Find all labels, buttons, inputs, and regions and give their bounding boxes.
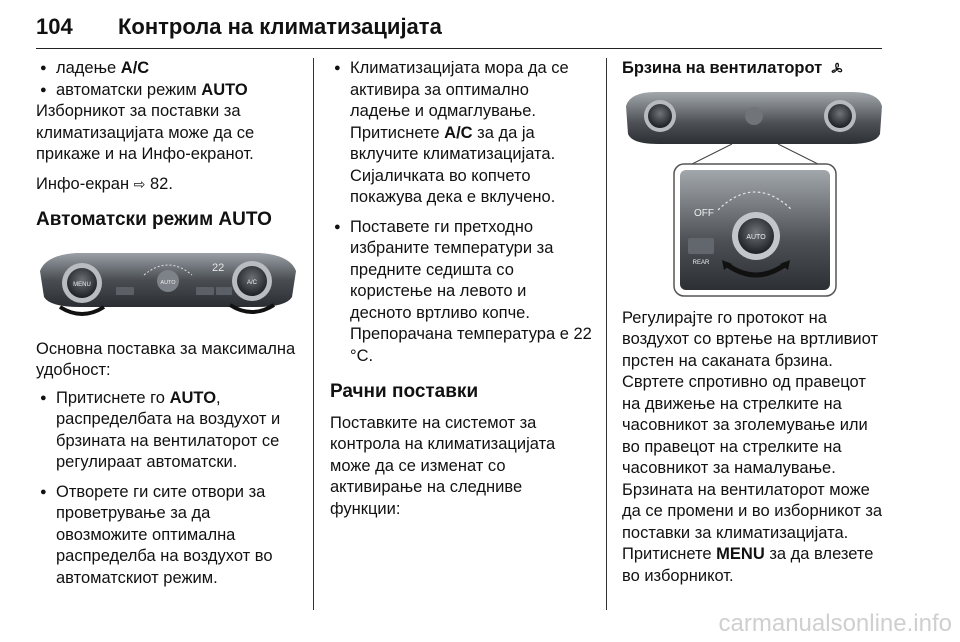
fan-icon xyxy=(828,61,846,77)
info-screen-reference: Инфо-екран ⇨ 82. xyxy=(36,174,173,193)
svg-text:AUTO: AUTO xyxy=(160,279,176,286)
fan-control-illustration xyxy=(622,88,886,300)
list-item-press-auto: ● Притиснете го AUTO, распределбата на воздухот и брзината на вентилаторот се регулираат автоматски. xyxy=(36,388,300,474)
svg-text:AUTO: AUTO xyxy=(746,233,766,241)
climate-panel-figure xyxy=(36,241,300,329)
heading-manual-settings: Рачни поставки xyxy=(330,381,479,402)
heading-fan-speed: Брзина на вентилаторот xyxy=(622,58,886,80)
column-divider-2 xyxy=(606,58,607,610)
list-item-cooling: ● ладење A/C xyxy=(36,58,300,80)
climate-panel-illustration xyxy=(36,241,300,325)
svg-text:REAR: REAR xyxy=(692,259,710,266)
auto-steps-list xyxy=(36,388,300,590)
list-item-optimal-cooling: ● Климатизацијата мора да се активира за оптимално ладење и одмаглување. Притиснете A/C за да ја вклучите климатизацијата. Сијаличката во копчето покажува дека е вклучено. xyxy=(330,58,592,209)
menu-paragraph: Изборникот за поставки за климатизацијата може да се прикаже и на Инфо-екранот. xyxy=(36,102,255,163)
page-number: 104 xyxy=(36,14,73,39)
basic-setting-paragraph: Основна поставка за максимална удобност: xyxy=(36,339,296,379)
manual-settings-paragraph: Поставките на системот за контрола на климатизацијата може да се изменат со активирање на следниве функции: xyxy=(330,413,556,518)
column-1 xyxy=(36,58,300,589)
left-rotate-arrow xyxy=(60,307,104,314)
fan-paragraph-1: Регулирајте го протокот на воздухот со вртење на вртливиот прстен на саканата брзина. Свртете спротивно од правецот на движење на стрелките на часовникот за зголемување или во правецот на стрелките на часовникот за намалување. xyxy=(622,308,879,477)
svg-text:OFF: OFF xyxy=(694,207,714,219)
list-item-set-temperature: ● Поставете ги претходно избраните температури за предните седишта со користење на левото и десното вртливо копче. Препорачана температура е 22 °C. xyxy=(330,217,592,368)
column-3 xyxy=(622,58,886,587)
fan-control-figure xyxy=(622,88,886,304)
list-item-open-vents: ● Отворете ги сите отвори за проветрување за да овозможите оптимална распределба на воздухот во автоматскиот режим. xyxy=(36,482,300,590)
page-title: Контрола на климатизацијата xyxy=(118,14,442,39)
fan-paragraph-3: Притиснете MENU за да влезете во изборникот. xyxy=(622,545,874,585)
svg-text:A/C: A/C xyxy=(246,279,258,286)
svg-text:22: 22 xyxy=(212,261,225,274)
list-item-auto-mode: ● автоматски режим AUTO xyxy=(36,80,300,102)
page-header xyxy=(0,0,960,50)
column-divider-1 xyxy=(313,58,314,610)
svg-text:MENU: MENU xyxy=(73,281,91,288)
fan-paragraph-2: Брзината на вентилаторот може да се промени и во изборникот за поставки за климатизацијата. xyxy=(622,480,883,542)
ac-list xyxy=(330,58,592,367)
header-rule xyxy=(36,48,882,49)
heading-auto-mode: Автоматски режим AUTO xyxy=(36,209,272,230)
feature-list xyxy=(36,58,300,101)
watermark: carmanualsonline.info xyxy=(718,610,952,637)
column-2 xyxy=(330,58,592,520)
reference-arrow-icon: ⇨ xyxy=(133,175,146,192)
